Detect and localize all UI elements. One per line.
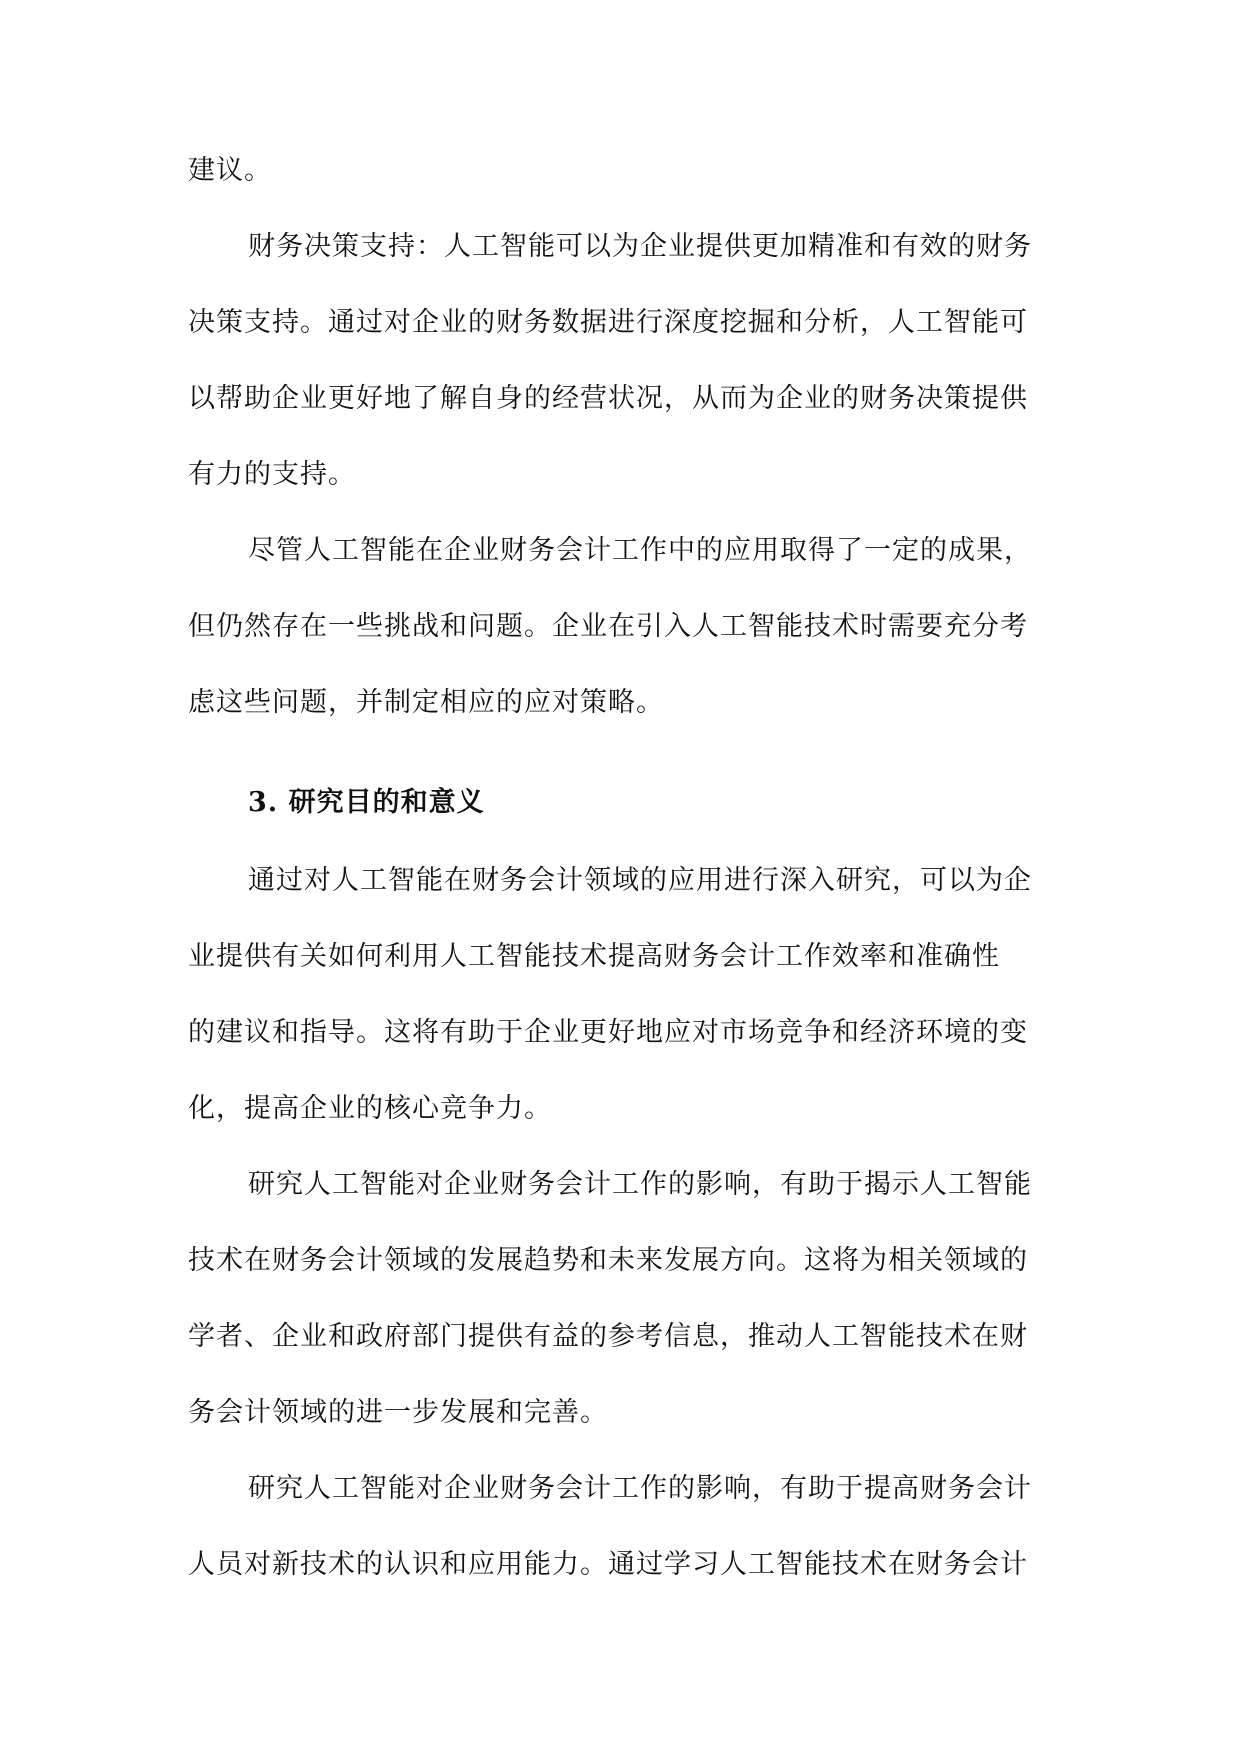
paragraph-line: 研究人工智能对企业财务会计工作的影响，有助于揭示人工智能 <box>248 1169 1032 1200</box>
paragraph-line: 有力的支持。 <box>188 459 356 490</box>
paragraph-line: 财务决策支持：人工智能可以为企业提供更加精准和有效的财务 <box>248 231 1032 262</box>
paragraph-line: 决策支持。通过对企业的财务数据进行深度挖掘和分析，人工智能可 <box>188 307 1028 338</box>
paragraph-line: 人员对新技术的认识和应用能力。通过学习人工智能技术在财务会计 <box>188 1549 1028 1580</box>
paragraph-line: 的建议和指导。这将有助于企业更好地应对市场竞争和经济环境的变 <box>188 1017 1028 1048</box>
paragraph-line: 研究人工智能对企业财务会计工作的影响，有助于提高财务会计 <box>248 1473 1032 1504</box>
paragraph-line: 业提供有关如何利用人工智能技术提高财务会计工作效率和准确性 <box>188 941 1000 972</box>
paragraph-line: 以帮助企业更好地了解自身的经营状况，从而为企业的财务决策提供 <box>188 383 1028 414</box>
paragraph-line: 学者、企业和政府部门提供有益的参考信息，推动人工智能技术在财 <box>188 1321 1028 1352</box>
paragraph-line: 但仍然存在一些挑战和问题。企业在引入人工智能技术时需要充分考 <box>188 611 1028 642</box>
paragraph-line: 通过对人工智能在财务会计领域的应用进行深入研究，可以为企 <box>248 865 1032 896</box>
paragraph-line: 务会计领域的进一步发展和完善。 <box>188 1397 608 1428</box>
paragraph-line: 化，提高企业的核心竞争力。 <box>188 1093 552 1124</box>
paragraph-line: 技术在财务会计领域的发展趋势和未来发展方向。这将为相关领域的 <box>188 1245 1028 1276</box>
paragraph-line: 虑这些问题，并制定相应的应对策略。 <box>188 687 664 718</box>
section-heading: 3. 研究目的和意义 <box>248 787 485 818</box>
paragraph-line: 建议。 <box>188 155 272 186</box>
paragraph-line: 尽管人工智能在企业财务会计工作中的应用取得了一定的成果， <box>248 535 1032 566</box>
